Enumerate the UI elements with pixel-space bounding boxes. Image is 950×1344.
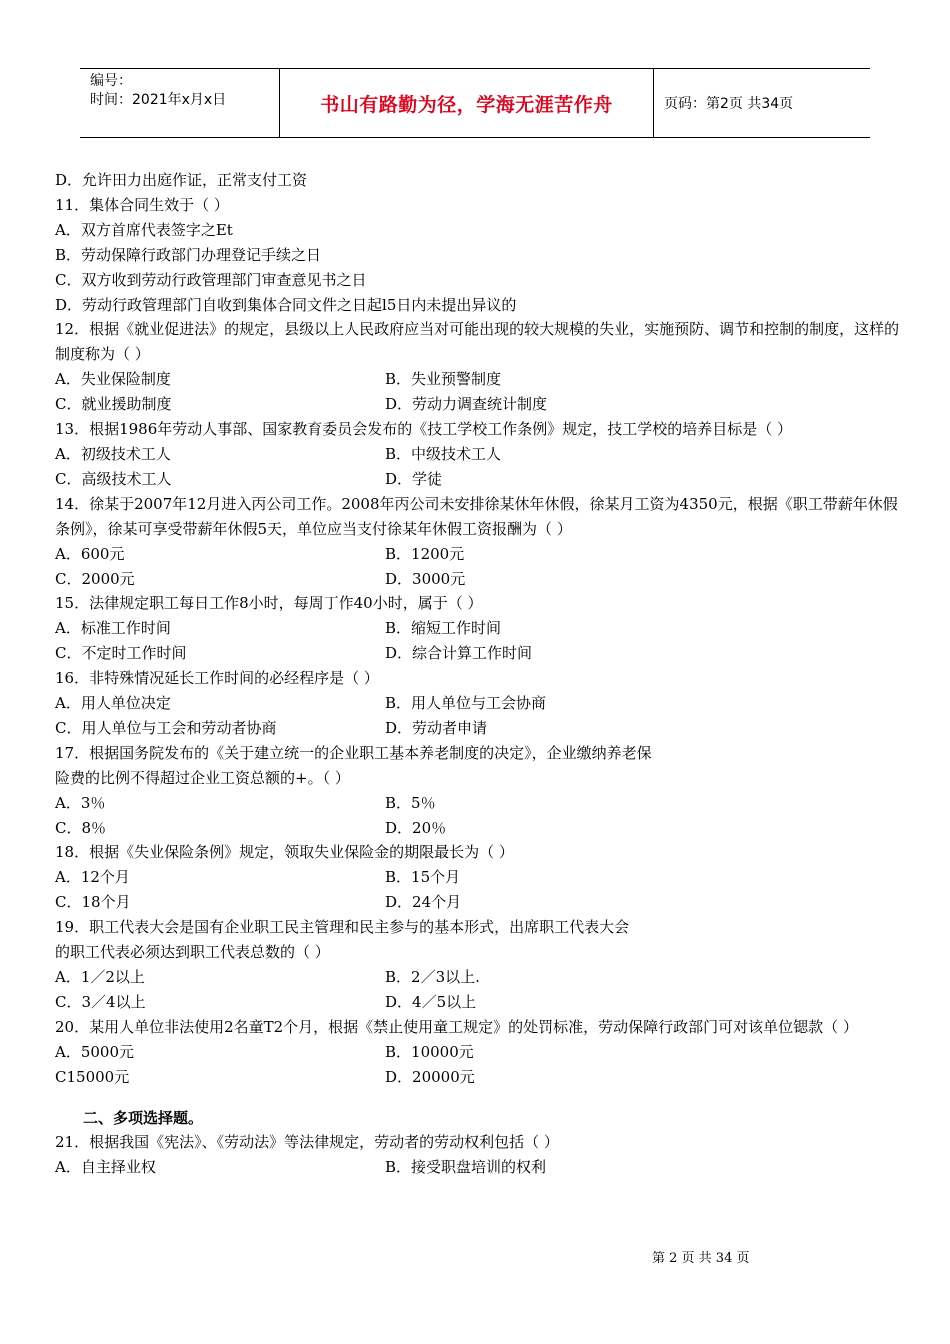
option-text: B．1200元 <box>385 544 465 563</box>
option-text: C．用人单位与工会和劳动者协商 <box>55 718 277 737</box>
text-line: 21．根据我国《宪法》、《劳动法》等法律规定，劳动者的劳动权利包括（ ） <box>55 1133 559 1152</box>
option-text: B．10000元 <box>385 1042 474 1061</box>
option-row <box>55 716 900 741</box>
option-row <box>55 990 900 1015</box>
option-text: C15000元 <box>55 1067 130 1086</box>
option-row <box>55 691 900 716</box>
option-text: B．中级技术工人 <box>385 444 502 463</box>
option-row <box>55 1155 900 1180</box>
text-line: 险费的比例不得超过企业工资总额的+。（ ） <box>55 768 350 787</box>
option-text: A．标准工作时间 <box>55 619 171 638</box>
option-row <box>55 791 900 816</box>
option-row <box>55 1065 900 1090</box>
option-text: B．缩短工作时间 <box>385 619 502 638</box>
text-line: D．允许田力出庭作证，正常支付工资 <box>55 171 308 189</box>
option-row <box>55 367 900 392</box>
text-line: 13．根据1986年劳动人事部、国家教育委员会发布的《技工学校工作条例》规定，技工学校的培养目标是（ ） <box>55 420 793 439</box>
text-line: 15．法律规定职工每日工作8小时，每周丁作40小时，属于（ ） <box>55 594 483 613</box>
option-text: A．失业保险制度 <box>55 370 171 389</box>
header-page-info: 页码：第2页 共34页 <box>664 96 794 112</box>
option-text: A．12个月 <box>55 868 130 887</box>
option-text: D．20000元 <box>385 1067 475 1086</box>
time-label: 时间：2021年x月x日 <box>90 92 227 108</box>
option-row <box>55 641 900 666</box>
text-line: A．双方首席代表签字之Et <box>55 220 233 239</box>
text-line: 的职工代表必须达到职工代表总数的（ ） <box>55 943 330 962</box>
option-text: D．24个月 <box>385 893 462 912</box>
option-text: A．5000元 <box>55 1042 135 1061</box>
option-text: B．接受职盘培训的权利 <box>385 1158 547 1177</box>
option-row <box>55 865 900 890</box>
option-row <box>55 1040 900 1065</box>
option-row <box>55 542 900 567</box>
option-text: A．用人单位决定 <box>55 694 171 713</box>
option-text: D．3000元 <box>385 569 466 588</box>
option-text: C．8％ <box>55 818 107 837</box>
document-body <box>55 168 900 1180</box>
option-text: A．600元 <box>55 544 125 563</box>
option-row <box>55 890 900 915</box>
option-row <box>55 392 900 417</box>
option-row <box>55 965 900 990</box>
text-line: B．劳动保障行政部门办理登记手续之日 <box>55 245 322 264</box>
option-row <box>55 567 900 592</box>
text-line: C．双方收到劳动行政管理部门审查意见书之日 <box>55 270 367 289</box>
text-line: D．劳动行政管理部门自收到集体合同文件之日起l5日内未提出异议的 <box>55 295 517 314</box>
header-meta <box>80 69 280 137</box>
option-text: D．劳动者申请 <box>385 718 488 737</box>
number-label: 编号： <box>90 73 132 89</box>
option-text: B．失业预警制度 <box>385 370 502 389</box>
option-text: C．高级技术工人 <box>55 469 172 488</box>
text-line: 16．非特殊情况延长工作时间的必经程序是（ ） <box>55 669 379 688</box>
option-text: D．综合计算工作时间 <box>385 644 533 663</box>
option-row <box>55 442 900 467</box>
option-text: A．1／2以上 <box>55 968 145 986</box>
text-line: 19．职工代表大会是国有企业职工民主管理和民主参与的基本形式，出席职工代表大会 <box>55 918 630 937</box>
page-footer: 第 2 页 共 34 页 <box>652 1251 750 1266</box>
option-text: B．5％ <box>385 793 436 812</box>
option-row <box>55 467 900 492</box>
option-text: D．20％ <box>385 818 447 837</box>
text-line: 11．集体合同生效于（ ） <box>55 195 229 214</box>
option-text: A．初级技术工人 <box>55 444 171 463</box>
option-row <box>55 616 900 641</box>
option-text: C．2000元 <box>55 569 135 588</box>
section-heading: 二、多项选择题。 <box>83 1108 204 1127</box>
text-line: 12．根据《就业促进法》的规定，县级以上人民政府应当对可能出现的较大规模的失业，实施预防、调节和控制的制度，这样的制度称为（ ） <box>55 320 900 364</box>
option-text: D．劳动力调查统计制度 <box>385 395 548 414</box>
text-line: 20．某用人单位非法使用2名童T2个月，根据《禁止使用童工规定》的处罚标准，劳动保障行政部门可对该单位锶款（ ） <box>55 1017 858 1036</box>
text-line: 14．徐某于2007年12月进入丙公司工作。2008年丙公司未安排徐某休年休假，徐某月工资为4350元，根据《职工带薪年休假条例》，徐某可享受带薪年休假5天，单位应当支付徐某年休假工资报酬为（ ） <box>55 494 898 538</box>
text-line: 18．根据《失业保险条例》规定，领取失业保险金的期限最长为（ ） <box>55 843 514 862</box>
option-text: A．3％ <box>55 793 106 812</box>
option-text: C．就业援助制度 <box>55 395 172 414</box>
option-text: D．学徒 <box>385 469 443 488</box>
option-text: B．15个月 <box>385 868 461 887</box>
option-row <box>55 816 900 841</box>
page-header <box>80 68 870 138</box>
option-text: B．2／3以上. <box>385 968 480 986</box>
text-line: 17．根据国务院发布的《关于建立统一的企业职工基本养老制度的决定》，企业缴纳养老保 <box>55 743 652 762</box>
option-text: D．4／5以上 <box>385 992 477 1011</box>
option-text: C．18个月 <box>55 893 131 912</box>
header-motto: 书山有路勤为径，学海无涯苦作舟 <box>280 69 654 137</box>
option-text: A．自主择业权 <box>55 1158 156 1177</box>
option-text: C．不定时工作时间 <box>55 644 187 663</box>
option-text: B．用人单位与工会协商 <box>385 694 547 713</box>
option-text: C．3／4以上 <box>55 992 146 1011</box>
